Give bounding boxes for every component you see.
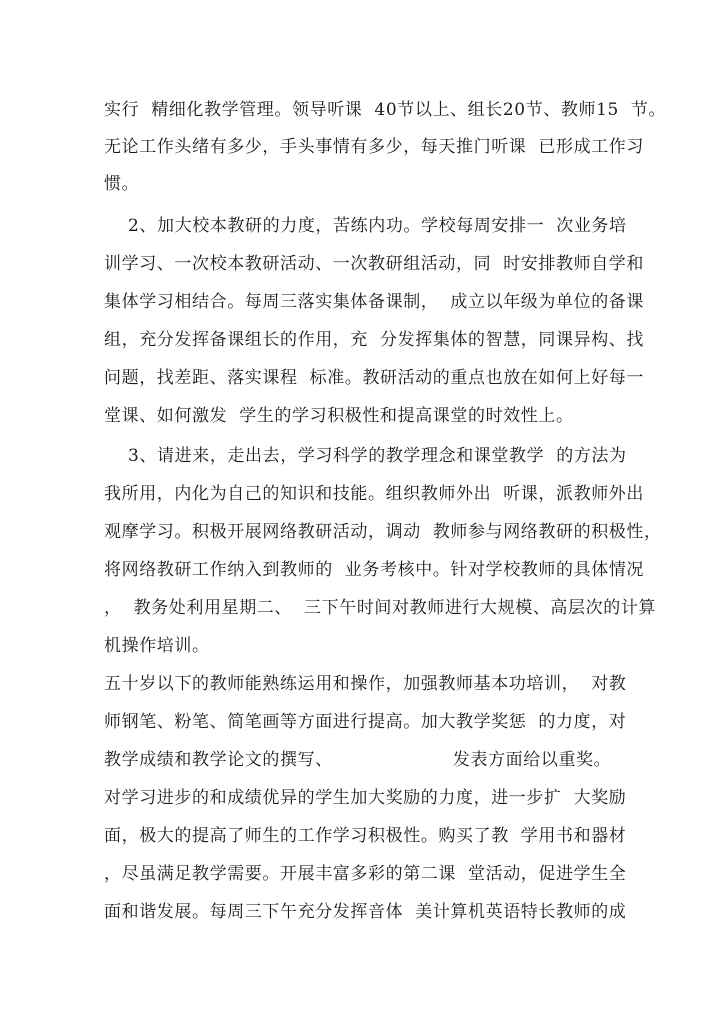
text-line: ，尽虽满足教学需要。开展丰富多彩的第二课 堂活动，促进学生全 <box>104 864 627 884</box>
text-line: 3、请进来，走出去，学习科学的教学理念和课堂教学 的方法为 <box>104 446 627 466</box>
text-line: 实行 精细化教学管理。领导听课 40节以上、组长20节、教师15 节。 <box>104 100 667 120</box>
text-line: 堂课、如何激发 学生的学习积极性和提高课堂的时效性上。 <box>104 406 574 426</box>
text-line: 机操作培训。 <box>104 636 210 656</box>
text-line: 五十岁以下的教师能熟练运用和操作，加强教师基本功培训， 对教 <box>104 674 627 694</box>
text-line: 惯。 <box>104 174 140 194</box>
text-line: 观摩学习。积极开展网络教研活动，调动 教师参与网络教研的积极性， <box>104 522 662 542</box>
text-line: 问题，找差距、落实课程 标准。教研活动的重点也放在如何上好每一 <box>104 368 645 388</box>
text-line: ， 教务处利用星期二、 三下午时间对教师进行大规模、高层次的计算 <box>104 598 657 618</box>
text-line: 集体学习相结合。每周三落实集体备课制， 成立以年级为单位的备课 <box>104 292 645 312</box>
text-line: 将网络教研工作纳入到教师的 业务考核中。针对学校教师的具体情况 <box>104 560 645 580</box>
text-line: 对学习进步的和成绩优异的学生加大奖励的力度，进一步扩 大奖励 <box>104 788 627 808</box>
text-line: 教学成绩和教学论文的撰写、 发表方面给以重奖。 <box>104 750 612 770</box>
text-line: 师钢笔、粉笔、简笔画等方面进行提高。加大教学奖惩 的力度，对 <box>104 712 627 732</box>
text-line: 面和谐发展。每周三下午充分发挥音体 美计算机英语特长教师的成 <box>104 902 627 922</box>
text-line: 2、加大校本教研的力度，苦练内功。学校每周安排一 次业务培 <box>104 216 627 236</box>
text-line: 训学习、一次校本教研活动、一次教研组活动，同 时安排教师自学和 <box>104 254 645 274</box>
text-line: 面，极大的提高了师生的工作学习积极性。购买了教 学用书和器材 <box>104 826 627 846</box>
text-line: 无论工作头绪有多少，手头事情有多少，每天推门听课 已形成工作习 <box>104 137 645 157</box>
text-line: 组，充分发挥备课组长的作用，充 分发挥集体的智慧，同课异构、找 <box>104 330 645 350</box>
text-line: 我所用，内化为自己的知识和技能。组织教师外出 听课，派教师外出 <box>104 484 645 504</box>
